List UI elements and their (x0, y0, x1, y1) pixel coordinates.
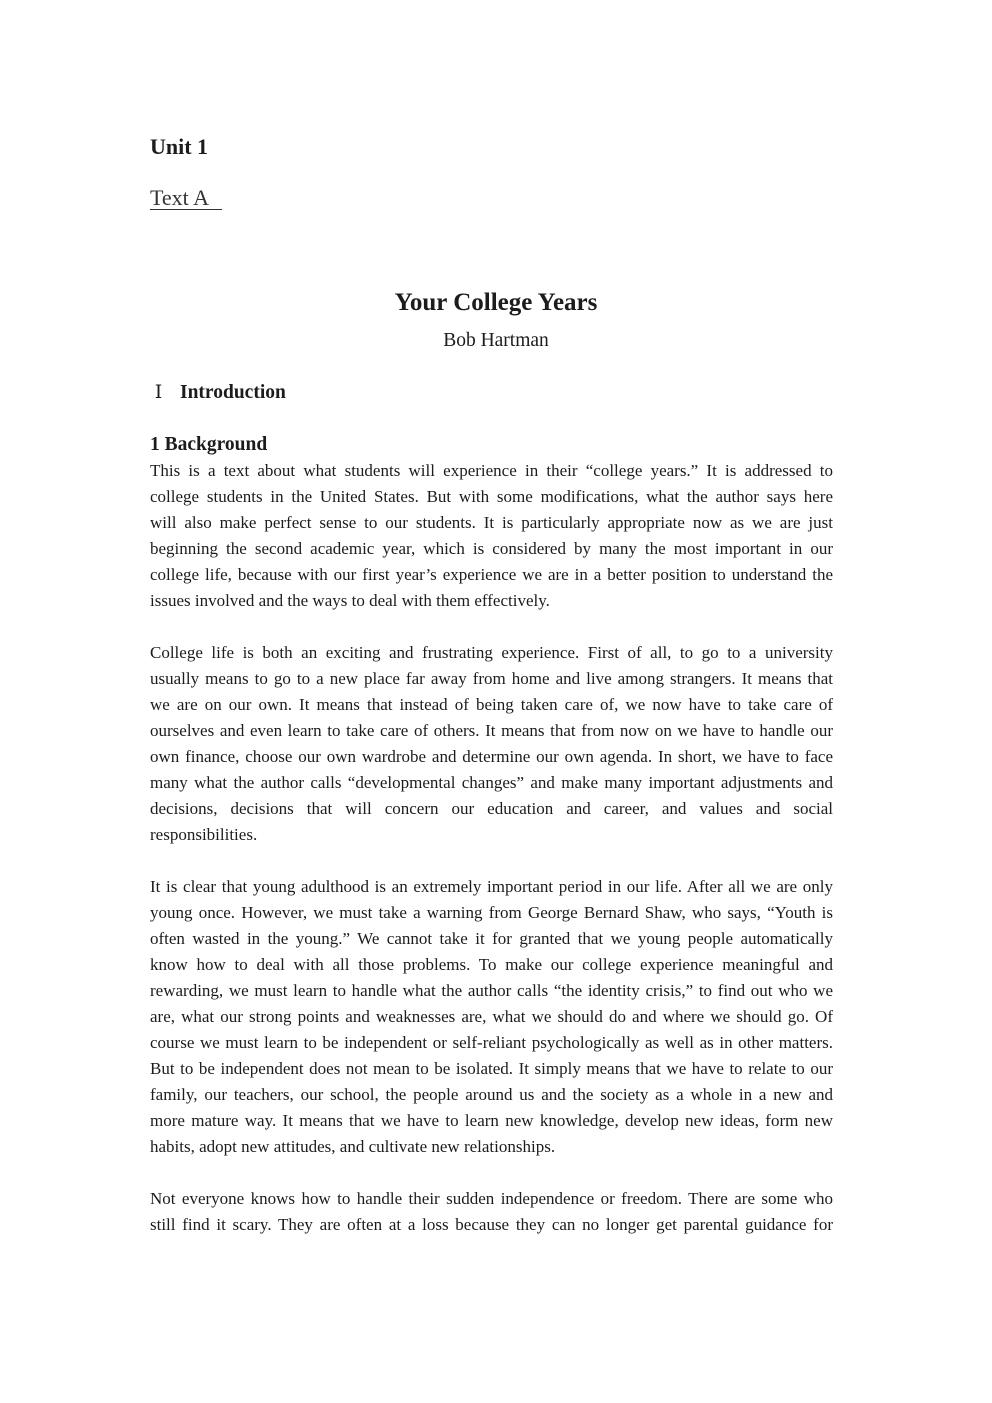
paragraph-line: usually means to go to a new place far away from home and live among strangers. It means that (150, 669, 833, 688)
paragraph-line: Not everyone knows how to handle their sudden independence or freedom. There are some who (150, 1189, 833, 1208)
paragraph-line: will also make perfect sense to our students. It is particularly appropriate now as we are just (150, 513, 833, 532)
paragraph-line: ourselves and even learn to take care of others. It means that from now on we have to handle our (150, 721, 833, 740)
article-author: Bob Hartman (443, 330, 549, 351)
paragraph-line: own finance, choose our own wardrobe and determine our own agenda. In short, we have to face (150, 747, 833, 766)
paragraph (150, 458, 833, 614)
paragraph (150, 874, 833, 1160)
paragraph-line: College life is both an exciting and frustrating experience. First of all, to go to a university (150, 643, 833, 662)
paragraph-line: college students in the United States. But with some modifications, what the author says here (150, 487, 833, 506)
body-text (150, 432, 833, 1264)
paragraph-line: know how to deal with all those problems. To make our college experience meaningful and (150, 955, 833, 974)
section-heading (150, 380, 286, 406)
paragraph-line: responsibilities. (150, 825, 258, 844)
text-label: Text A (150, 187, 222, 210)
paragraph-line: young once. However, we must take a warning from George Bernard Shaw, who says, “Youth is (150, 903, 833, 922)
unit-heading: Unit 1 (150, 134, 209, 159)
paragraph-line: rewarding, we must learn to handle what the author calls “the identity crisis,” to find out who we (150, 981, 833, 1000)
paragraph-line: course we must learn to be independent or self-reliant psychologically as well as in other matters. (150, 1033, 833, 1052)
section-title: Introduction (180, 382, 286, 403)
paragraph-line: more mature way. It means that we have to learn new knowledge, develop new ideas, form new (150, 1111, 833, 1130)
paragraph-line: It is clear that young adulthood is an extremely important period in our life. After all we are only (150, 877, 833, 896)
paragraph-line: college life, because with our first year’s experience we are in a better position to understand the (150, 565, 833, 584)
section-numeral: Ⅰ (154, 382, 163, 403)
paragraph-line: habits, adopt new attitudes, and cultivate new relationships. (150, 1137, 556, 1156)
paragraph-line: This is a text about what students will experience in their “college years.” It is addressed to (150, 461, 833, 480)
paragraph (150, 640, 833, 848)
paragraph-line: still find it scary. They are often at a loss because they can no longer get parental guidance for (150, 1215, 833, 1234)
article-title: Your College Years (394, 289, 598, 316)
paragraph (150, 1186, 833, 1238)
paragraph-line: many what the author calls “developmental changes” and make many important adjustments and (150, 773, 833, 792)
paragraph-line: issues involved and the ways to deal with them effectively. (150, 591, 550, 610)
paragraph-line: beginning the second academic year, which is considered by many the most important in our (150, 539, 833, 558)
paragraph-line: family, our teachers, our school, the people around us and the society as a whole in a new and (150, 1085, 833, 1104)
paragraph-line: are, what our strong points and weaknesses are, what we should do and where we should go. Of (150, 1007, 833, 1026)
subsection-heading: 1 Background (150, 434, 268, 455)
paragraph-line: often wasted in the young.” We cannot take it for granted that we young people automatically (150, 929, 833, 948)
paragraph-line: But to be independent does not mean to be isolated. It simply means that we have to relate to our (150, 1059, 833, 1078)
paragraph-line: we are on our own. It means that instead of being taken care of, we now have to take care of (150, 695, 833, 714)
paragraph-line: decisions, decisions that will concern our education and career, and values and social (150, 799, 833, 818)
